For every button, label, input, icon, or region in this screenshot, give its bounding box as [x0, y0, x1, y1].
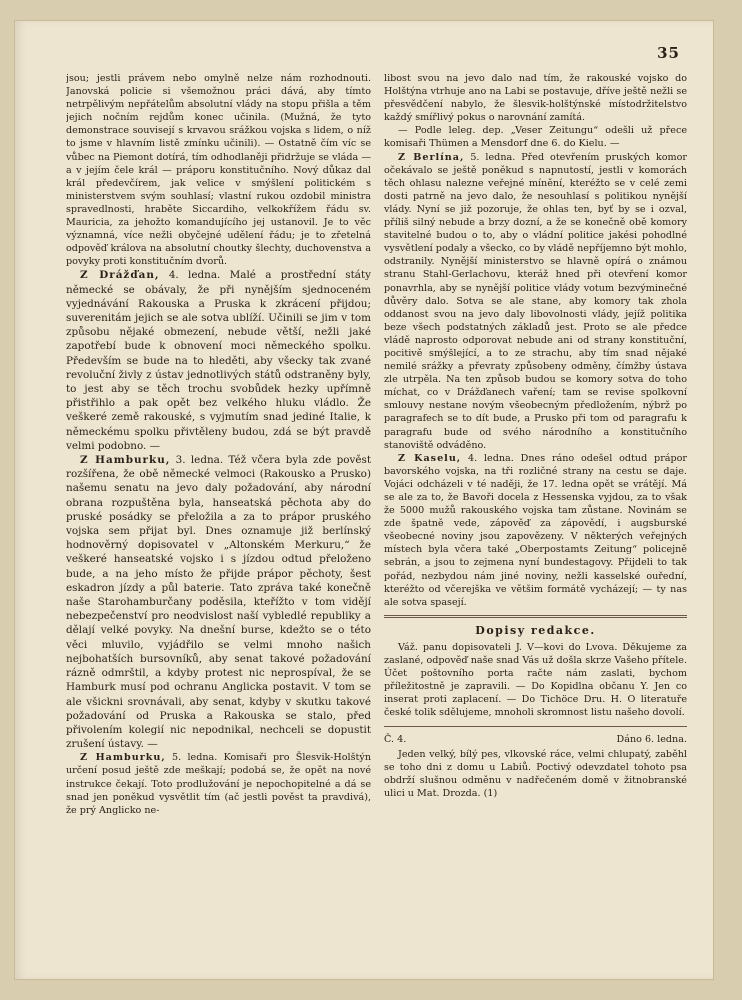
page-number: 35 [657, 44, 680, 62]
ad-text: Jeden velký, bílý pes, vlkovské ráce, velmi chlupatý, zaběhl se toho dni z domu u Labiů. Poctivý odevzdatel tohoto psa obdrží slušnou odměnu v nadřečeném domě v žitnobranské ulici u Mat. Drozda. (1) [384, 748, 687, 799]
ad-number: Č. 4. [384, 733, 407, 745]
dateline-hamburk-5: Z Hamburku, [80, 752, 166, 764]
article-text-berlin: 5. ledna. Před otevřením pruských komor očekávalo se ještě poněkud s napnutostí, jestli v komorách těch ohlasu nalezne veřejné mínění, kteréžto se v celé zemi dosti patrně na jevo dalo, že nesouhlasí s politikou nynější vlády. Nyní se již pozoruje, že ohlas ten, byť by se i ozval, příliš silný nebude a brzy dozní, a že se konečně obě komory stavitelné budou o to, aby o vládní politice jakési pohodlné vysvětlení podaly a všecko, co by vládě nepříjemno být mohlo, odstranily. Nynější ministerstvo se hlavně opírá o známou stranu Stahl-Gerlachovu, kteráž hned při otevření komor ponavrhla, aby se nynější politice vlády votum bezvýminečné důvěry dalo. Sotva se ale stane, aby komory tak zhola oddanost svou na jevo daly libovolnosti vlády, jejíž politika beze všech podstatných základů jest. Proto se ale předce vládě naprosto odporovat nebude ani od strany konstituční, pocitivě smýšlející, a to ze strachu, aby tím snad nějaké nemilé srážky a převraty způsobeny odměny, čímžby ústava zle utrpěla. Na ten způsob budou se komory sotva do toho míchat, co v Drážďanech vaření; tam se revise spolkovní smlouvy nestane novým všeobecným předložením, nýbrž po paragrafech se to dít bude, a Prusko při tom od paragrafu k paragrafu bude od svého národního a konstitučního stanoviště odváděno. [384, 151, 687, 451]
editorial-letters-text: Váž. panu dopisovateli J. V—kovi do Lvova. Děkujeme za zaslané, odpověď naše snad Vás už došla skrze Vašeho přítele. Účet poštovního porta račte nám zaslati, bychom příležitostně je zapravili. — Do Kopidlna občanu Y. Jen co inserat proti zaplacení. — Do Tichöce Dru. H. O literatuře české tolik sdělujeme, mnoholi skromnost listu našeho dovolí. [384, 641, 687, 719]
dateline-kasel: Z Kaselu, [398, 452, 462, 464]
article-text-kasel: 4. ledna. Dnes ráno odešel odtud prápor bavorského vojska, na tři rozličné strany na cestu se daje. Vojáci odcházeli v té naději, že 17. ledna opět se vrátějí. Má se ale za to, že Bavoři docela z Hessenska vyjdou, za to však že 5000 mužů rakouského vojska tam zůstane. Novinám se zde špatně vede, zápověď za zápovědí, i augsburské všeobecné noviny jsou zapovězeny. V některých veřejných místech byla včera také „Oberpostamts Zeitung“ policejně sebrán, a jsou to zejmena nyní bundestagovy. Přijdeli to tak pořád, nezbydou nám jiné noviny, nežli kasselské ouřední, kteréžto od včerejška ve většim formátě vycházejí; — ty nas ale sotva spasejí. [384, 452, 687, 608]
section-title-dopisy: Dopisy redakce. [475, 623, 596, 637]
right-column [384, 72, 687, 832]
left-column [66, 72, 371, 952]
ad-date: Dáno 6. ledna. [616, 733, 687, 745]
dateline-berlin: Z Berlína, [398, 151, 465, 163]
hamburk-continuation: libost svou na jevo dalo nad tím, že rakouské vojsko do Holštýna vtrhuje ano na Labi se postavuje, dříve ještě nežli se přesvědčení nabylo, že šlesvik-holštýnské místodržitelstvo každý smířlivý pokus o narovnání zamítá. [384, 73, 687, 124]
kiel-note: — Podle leleg. dep. „Veser Zeitungu“ odešli už přece komisaři Thümen a Mensdorf dne 6. do Kielu. — [384, 125, 687, 150]
article-text-hamburk-5: 5. ledna. Komisaři pro Šlesvik-Holštýn určení posud ještě zde meškají; podobá se, že opět na nové instrukce čekají. Toto prodlužování je nepochopitelné a dá se snad jen poněkud vysvětlit tím (ač jestli pověst ta pravdivá), že prý Anglicko ne- [66, 752, 371, 816]
dateline-hamburk-3: Z Hamburku, [80, 454, 171, 467]
section-divider [384, 615, 687, 618]
italy-report-continuation: jsou; jestli právem nebo omylně nelze nám rozhodnouti. Janovská policie si všemožnou práci dává, aby tímto netrpělivým nepřátelům absolutní vlády na stopu přišla a těm jejich nočním rejdům konec učinila. (Mužná, že tyto demonstrace souvisejí s krvavou srážkou vojska s lidem, o níž to jsme v hlavním listě zmínku učinili). — Ostatně čím víc se vůbec na Piemont dotírá, tím odhodlaněji přidržuje se vláda — a v jejím čele král — práporu konstitučního. Nový důkaz dal král předevčírem, jak velice v smýšlení politickém s ministerstvem svým souhlasí; vlastní rukou ozdobil ministra spravedlnosti, hraběte Siccardiho, velkokřížem řádu sv. Mauricia, za jehožto komandujícího jej ustanovil. Je to věc významná, více nežli obyčejné udělení řádu; je to zřetelná odpověď králova na absolutní choutky šlechty, duchovenstva a povyky proti konstitučním dvorů. [66, 73, 371, 268]
dateline-drazdany: Z Drážďan, [80, 269, 160, 282]
dresden-article [66, 268, 371, 751]
ad-divider [384, 726, 687, 727]
newspaper-page [14, 20, 714, 980]
classified-ad [384, 733, 687, 800]
ad-header [384, 733, 687, 746]
article-text-drazdany: 4. ledna. Malé a prostřední státy německé se obávaly, že při nynějším sjednoceném vyjednávání Rakouska a Pruska k zkrácení přijdou; suverenitám jejich se ale sotva ublíží. Učinili se jim v tom způsobu nějaké obmezení, nebude větší, nežli jaké zapotřebí bude k obnovení moci německého spolku. Především se bude na to hleděti, aby všecky tak zvané revoluční živly z ústav jednotlivých států odstraněny byly, to jest aby se těch trochu svobůdek hezky upřímně přistřihlo a pak opět bez velkého hluku vládlo. Že veškeré země rakouské, s vyjmutím snad jediné Italie, k německému spolku přivtěleny budou, zdá se být pravdě velmi podobno. — [66, 269, 371, 452]
article-text-hamburk-3: 3. ledna. Též včera byla zde pověst rozšířena, že obě německé velmoci (Rakousko a Prusko) našemu senatu na jevo daly požadování, aby národní obrana rozpuštěna byla, hanseatská pěchota aby do pruské posádky se přeložila a za to prápor pruského vojska sem přijat byl. Dnes oznamuje již berlínský hodnověrný dopisovatel v „Altonském Merkuru,“ že veškeré hanseatské vojsko i s jízdou odtud přeloženo bude, a na jeho místo že přijde prápor pěchoty, šest eskadron jízdy a půl baterie. Tato zpráva také konečně naše Starohamburčany poděsila, kteřížto v tom vidějí nebezpečenství pro neodvislost naší vybledlé republiky a dělají velké povyky. Na dnešní burse, kdežto se o této věci mluvilo, vyjádřilo se velmi mnoho našich nejbohatších bursovníků, aby senat takové požadování rázně odmrštil, a kdyby protest nic neprospíval, že se Hamburk musí pod ochranu Anglicka postavit. V tom se ale všickni srovnávali, aby senat, kdyby v skutku takové požadování od Pruska a Rakouska se stalo, před přivolením kolegií nic nepodnikal, nechceli se dopustit zrušení ústavy. — [66, 454, 371, 751]
